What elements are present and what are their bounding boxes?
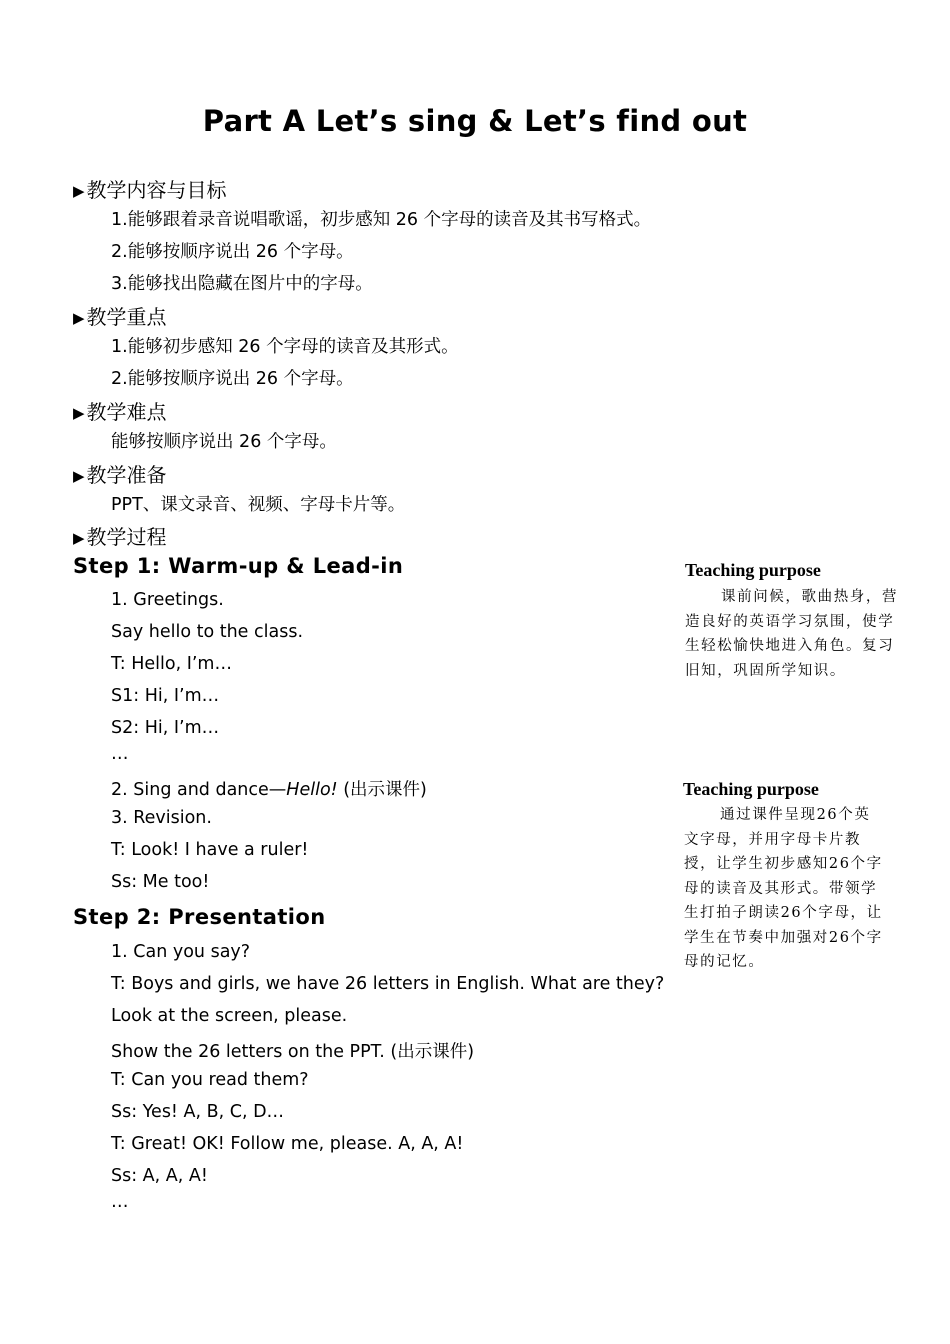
step1-heading: Step 1: Warm-up & Lead-in bbox=[73, 554, 404, 578]
teaching-purpose-text bbox=[685, 585, 900, 683]
step1-line: Ss: Me too! bbox=[111, 872, 210, 892]
section-heading-text: 教学内容与目标 bbox=[86, 178, 227, 202]
arrow-icon: ▶ bbox=[73, 404, 85, 422]
arrow-icon: ▶ bbox=[73, 309, 85, 327]
arrow-icon: ▶ bbox=[73, 529, 85, 547]
difficulty-item: 能够按顺序说出 26 个字母。 bbox=[111, 432, 337, 452]
step2-heading: Step 2: Presentation bbox=[73, 905, 326, 929]
section-heading-text: 教学重点 bbox=[86, 305, 167, 329]
section-heading-text: 教学准备 bbox=[86, 463, 167, 487]
step1-line: 3. Revision. bbox=[111, 808, 212, 828]
section-prep-heading bbox=[73, 459, 167, 488]
step2-ellipsis: … bbox=[111, 1192, 129, 1212]
step1-line: T: Look! I have a ruler! bbox=[111, 840, 309, 860]
step2-line: Ss: Yes! A, B, C, D… bbox=[111, 1102, 285, 1122]
teaching-purpose-heading: Teaching purpose bbox=[685, 560, 821, 580]
section-heading-text: 教学难点 bbox=[86, 400, 167, 424]
step1-line: S1: Hi, I’m… bbox=[111, 686, 220, 706]
arrow-icon: ▶ bbox=[73, 182, 85, 200]
teaching-purpose-body: 课前问候，歌曲热身，营造良好的英语学习氛围，使学生轻松愉快地进入角色。复习旧知，巩固所学知识。 bbox=[685, 589, 899, 679]
goals-item: 3.能够找出隐藏在图片中的字母。 bbox=[111, 274, 373, 294]
step1-line: T: Hello, I’m… bbox=[111, 654, 232, 674]
page-title: Part A Let’s sing & Let’s find out bbox=[202, 104, 748, 138]
step2-line: T: Can you read them? bbox=[111, 1070, 309, 1090]
step1-line: 1. Greetings. bbox=[111, 590, 224, 610]
section-process-heading bbox=[73, 521, 167, 550]
section-goals-heading bbox=[73, 174, 227, 203]
section-heading-text: 教学过程 bbox=[86, 525, 167, 549]
step1-ellipsis: … bbox=[111, 744, 129, 764]
step2-line: Show the 26 letters on the PPT. (出示课件) bbox=[111, 1042, 475, 1062]
step2-line: T: Boys and girls, we have 26 letters in English. What are they? bbox=[111, 974, 665, 994]
step2-line: Look at the screen, please. bbox=[111, 1006, 348, 1026]
step2-line: Ss: A, A, A! bbox=[111, 1166, 208, 1186]
teaching-purpose-text bbox=[684, 803, 884, 975]
song-title: Hello! bbox=[286, 780, 338, 800]
sing-prefix: 2. Sing and dance— bbox=[111, 780, 287, 800]
arrow-icon: ▶ bbox=[73, 467, 85, 485]
teaching-purpose-heading: Teaching purpose bbox=[683, 779, 819, 799]
goals-item: 1.能够跟着录音说唱歌谣，初步感知 26 个字母的读音及其书写格式。 bbox=[111, 210, 652, 230]
step2-line: T: Great! OK! Follow me, please. A, A, A! bbox=[111, 1134, 464, 1154]
goals-item: 2.能够按顺序说出 26 个字母。 bbox=[111, 242, 354, 262]
key-item: 2.能够按顺序说出 26 个字母。 bbox=[111, 369, 354, 389]
key-item: 1.能够初步感知 26 个字母的读音及其形式。 bbox=[111, 337, 459, 357]
step1-line: S2: Hi, I’m… bbox=[111, 718, 220, 738]
step2-line: 1. Can you say? bbox=[111, 942, 251, 962]
teaching-purpose-body: 通过课件呈现26个英文字母，并用字母卡片教授，让学生初步感知26个字母的读音及其形式。带领学生打拍子朗读26个字母，让学生在节奏中加强对26个字母的记忆。 bbox=[684, 807, 883, 970]
step1-sing-line bbox=[111, 776, 427, 801]
step1-line: Say hello to the class. bbox=[111, 622, 304, 642]
prep-item: PPT、课文录音、视频、字母卡片等。 bbox=[111, 495, 406, 515]
section-key-heading bbox=[73, 301, 167, 330]
section-difficulty-heading bbox=[73, 396, 167, 425]
sing-suffix: (出示课件) bbox=[337, 780, 427, 800]
